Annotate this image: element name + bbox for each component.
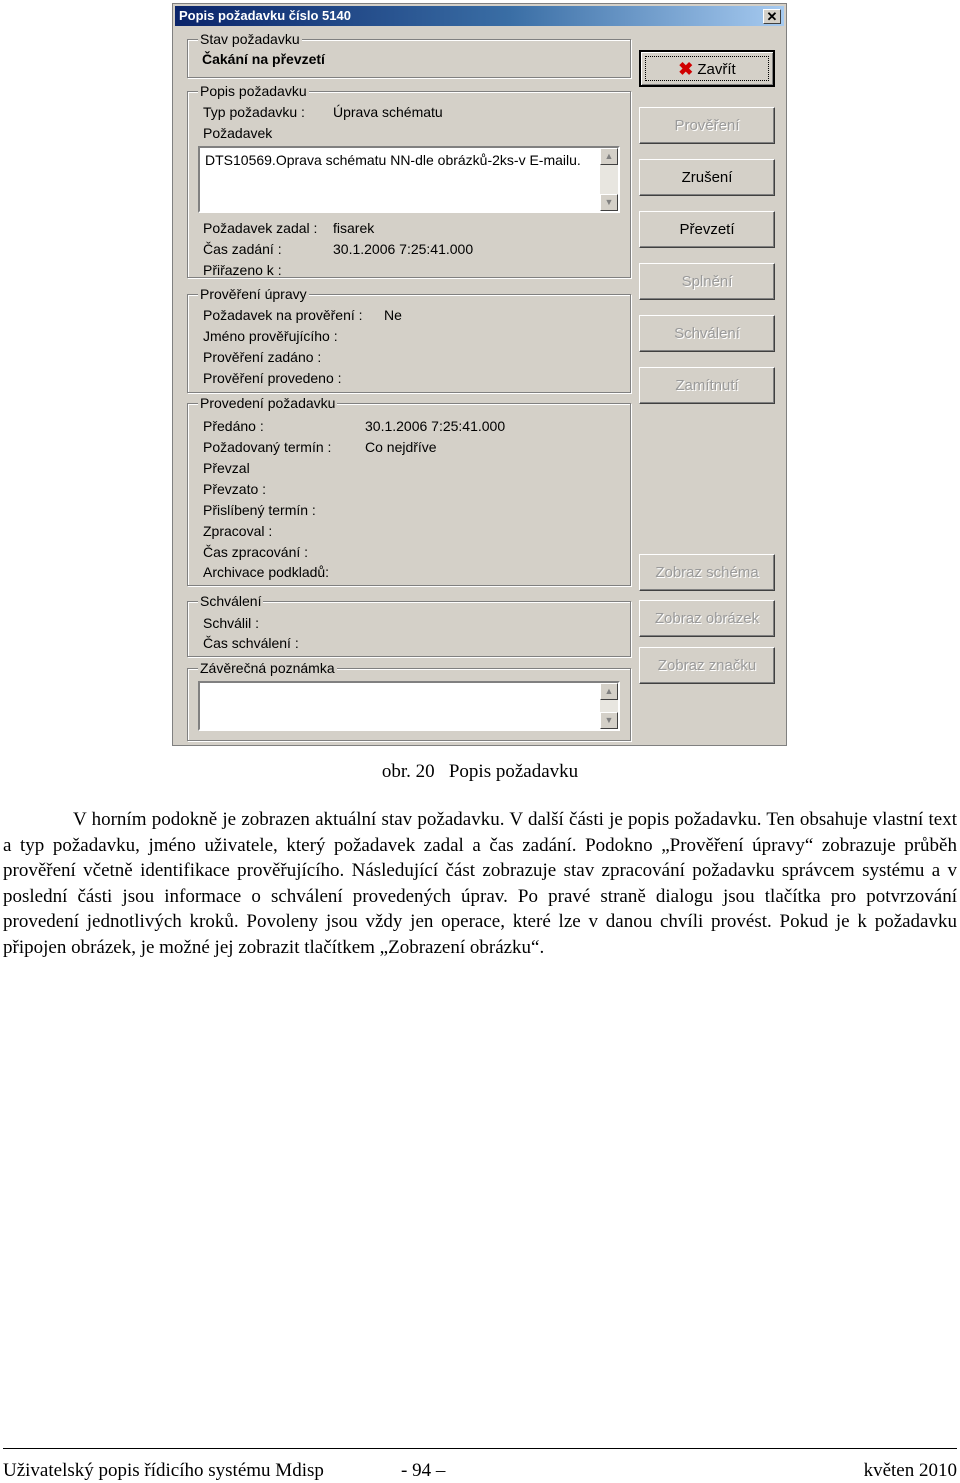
- final-note-scrollbar[interactable]: [600, 683, 618, 729]
- created-by-label: Požadavek zadal :: [203, 220, 318, 236]
- requested-deadline-label: Požadovaný termín :: [203, 439, 332, 455]
- processed-by-label: Zpracoval :: [203, 523, 273, 539]
- description-group: [187, 83, 631, 278]
- final-note-group: [187, 660, 631, 741]
- created-time-value: 30.1.2006 7:25:41.000: [333, 241, 474, 257]
- type-label: Typ požadavku :: [203, 104, 305, 120]
- close-icon[interactable]: ✕: [763, 9, 781, 24]
- show-image-button[interactable]: Zobraz obrázek: [639, 600, 775, 637]
- requested-deadline-value: Co nejdříve: [365, 439, 437, 455]
- footer-date: květen 2010: [863, 1460, 957, 1481]
- assigned-to-label: Přiřazeno k :: [203, 262, 282, 278]
- request-text: DTS10569.Oprava schématu NN-dle obrázků-2ks-v E-mailu.: [205, 152, 581, 168]
- execution-legend: Provedení požadavku: [200, 395, 336, 411]
- approval-group: [187, 593, 631, 657]
- request-memo-scrollbar[interactable]: [600, 148, 618, 211]
- arrow-down-icon[interactable]: ▼: [600, 712, 618, 729]
- verifier-name-label: Jméno prověřujícího :: [203, 328, 338, 344]
- body-text: V horním podokně je zobrazen aktuální stav požadavku. V další části je popis požadavku. Ten obsahuje vlastní text a typ požadavku, jméno uživatele, který požadavek zadal a čas zadání. Podokno „Prověření úpravy“ zobrazuje průběh prověření včetně identifikace prověřujícího. Následující část zobrazuje stav zpracování požadavku správcem systému a v poslední části jsou informace o schválení provedených úprav. Po pravé straně dialogu jsou tlačítka pro potvrzování provedení jednotlivých kroků. Povoleny jsou vždy jen operace, které lze v danou chvíli provést. Pokud je k požadavku připojen obrázek, je možné jej zobrazit tlačítkem „Zobrazení obrázku“.: [3, 809, 957, 958]
- taken-time-label: Převzato :: [203, 481, 267, 497]
- status-legend: Stav požadavku: [200, 31, 300, 47]
- approve-button[interactable]: Schválení: [639, 315, 775, 352]
- request-dialog: [172, 3, 787, 746]
- execution-group: [187, 395, 631, 586]
- reject-button[interactable]: Zamítnutí: [639, 367, 775, 404]
- verification-assigned-label: Prověření zadáno :: [203, 349, 322, 365]
- arrow-down-icon[interactable]: ▼: [600, 194, 618, 211]
- page-number: - 94 –: [401, 1460, 446, 1481]
- body-paragraph: [3, 807, 957, 961]
- close-button-label: Zavřít: [697, 61, 736, 78]
- show-schema-button[interactable]: Zobraz schéma: [639, 554, 775, 591]
- created-by-value: fisarek: [333, 220, 375, 236]
- dialog-title: Popis požadavku číslo 5140: [179, 8, 351, 23]
- final-note-legend: Závěrečná poznámka: [200, 660, 335, 676]
- cancel-request-button[interactable]: Zrušení: [639, 159, 775, 196]
- close-button[interactable]: [639, 50, 775, 87]
- handed-over-label: Předáno :: [203, 418, 264, 434]
- verification-done-label: Prověření provedeno :: [203, 370, 342, 386]
- created-time-label: Čas zadání :: [203, 241, 282, 257]
- verification-request-label: Požadavek na prověření :: [203, 307, 363, 323]
- take-over-button[interactable]: Převzetí: [639, 211, 775, 248]
- status-group: [187, 31, 631, 78]
- approved-by-label: Schválil :: [203, 615, 260, 631]
- status-value: Čakání na převzetí: [202, 51, 325, 67]
- approval-time-label: Čas schválení :: [203, 635, 299, 651]
- verification-legend: Prověření úpravy: [200, 286, 307, 302]
- request-label: Požadavek: [203, 125, 273, 141]
- taken-by-label: Převzal: [203, 460, 250, 476]
- focus-rect: [645, 56, 769, 81]
- verification-group: [187, 286, 631, 393]
- verification-request-value: Ne: [384, 307, 402, 323]
- dialog-title-bar[interactable]: [175, 6, 784, 26]
- archive-label: Archivace podkladů:: [203, 564, 330, 580]
- footer-left: Uživatelský popis řídicího systému Mdisp: [3, 1460, 324, 1481]
- footer-rule: [3, 1448, 957, 1449]
- description-legend: Popis požadavku: [200, 83, 307, 99]
- complete-button[interactable]: Splnění: [639, 263, 775, 300]
- type-value: Úprava schématu: [333, 104, 443, 120]
- processing-time-label: Čas zpracování :: [203, 544, 309, 560]
- figure-caption: obr. 20 Popis požadavku: [381, 761, 579, 782]
- verify-button[interactable]: Prověření: [639, 107, 775, 144]
- final-note-memo[interactable]: [198, 681, 620, 731]
- red-x-icon: ✖: [678, 59, 694, 79]
- handed-over-value: 30.1.2006 7:25:41.000: [365, 418, 506, 434]
- promised-deadline-label: Přislíbený termín :: [203, 502, 316, 518]
- request-text-memo[interactable]: [198, 146, 620, 213]
- arrow-up-icon[interactable]: ▲: [600, 683, 618, 700]
- approval-legend: Schválení: [200, 593, 262, 609]
- show-mark-button[interactable]: Zobraz značku: [639, 647, 775, 684]
- arrow-up-icon[interactable]: ▲: [600, 148, 618, 165]
